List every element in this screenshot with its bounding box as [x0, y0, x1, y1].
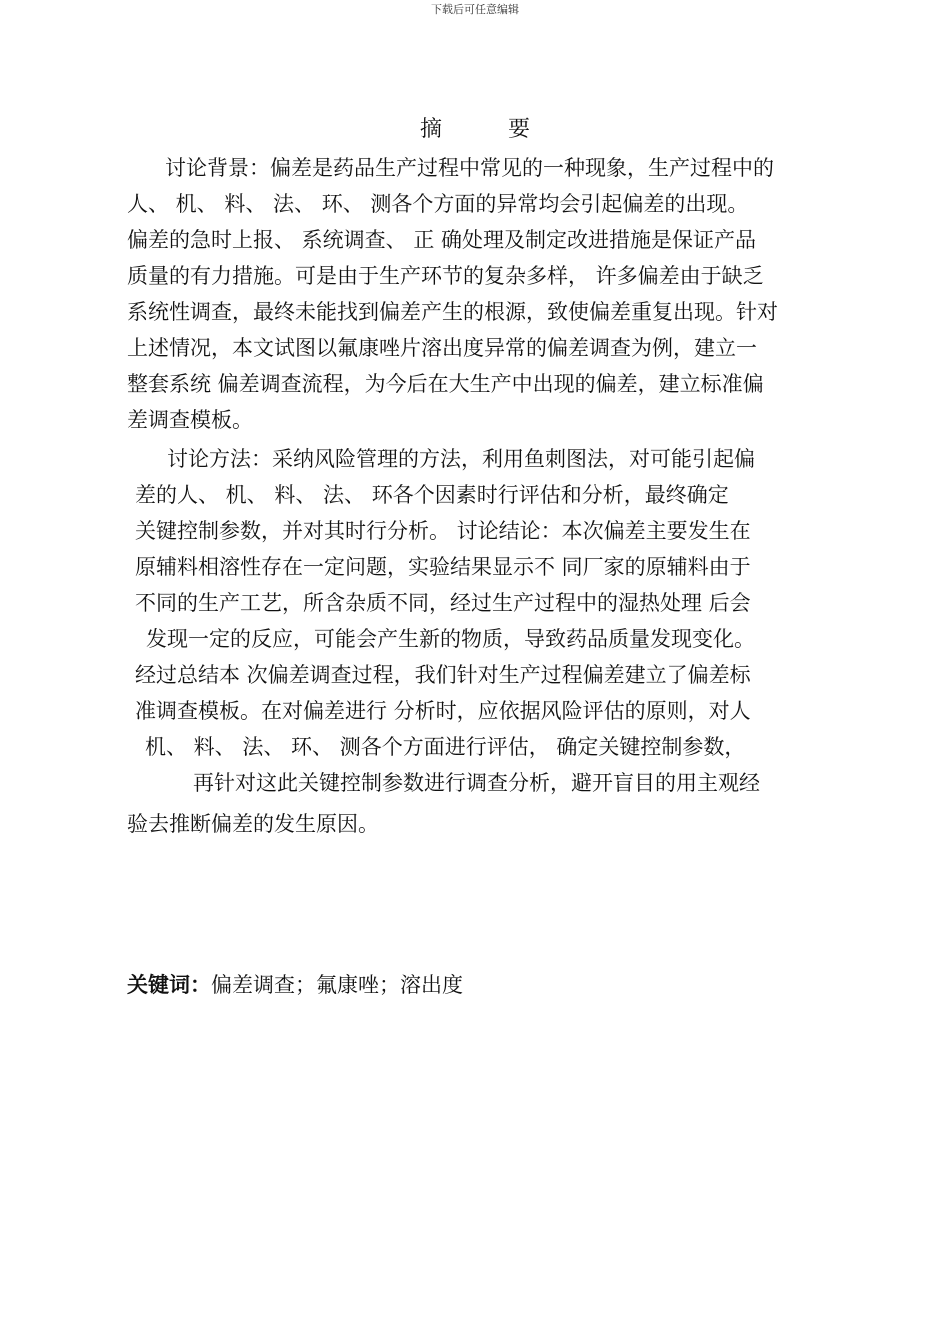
abstract-title-char-1: 摘 — [419, 117, 442, 142]
abstract-line-12: 原辅料相溶性存在一定问题，实验结果显示不 同厂家的原辅料由于 — [135, 555, 751, 579]
abstract-line-18: 再针对这此关键控制参数进行调查分析，避开盲目的用主观经 — [193, 771, 760, 795]
page-header-note: 下载后可任意编辑 — [431, 3, 519, 16]
keywords-text: 偏差调查；氟康唑；溶出度 — [211, 973, 463, 997]
abstract-line-7: 整套系统 偏差调查流程，为今后在大生产中出现的偏差，建立标准偏 — [127, 372, 764, 396]
abstract-line-16: 准调查模板。在对偏差进行 分析时，应依据风险评估的原则，对人 — [135, 699, 751, 723]
abstract-line-10: 差的人、 机、 料、 法、 环各个因素时行评估和分析，最终确定 — [135, 483, 729, 507]
abstract-line-11: 关键控制参数，并对其时行分析。 讨论结论：本次偏差主要发生在 — [135, 519, 751, 543]
abstract-line-5: 系统性调查，最终未能找到偏差产生的根源，致使偏差重复出现。针对 — [127, 300, 778, 324]
abstract-line-3: 偏差的急时上报、 系统调查、 正 确处理及制定改进措施是保证产品 — [127, 228, 757, 252]
abstract-line-14: 发现一定的反应，可能会产生新的物质，导致药品质量发现变化。 — [146, 627, 755, 651]
abstract-line-15: 经过总结本 次偏差调查过程，我们针对生产过程偏差建立了偏差标 — [135, 663, 751, 687]
abstract-line-4: 质量的有力措施。可是由于生产环节的复杂多样， 许多偏差由于缺乏 — [127, 264, 764, 288]
abstract-line-13: 不同的生产工艺，所含杂质不同，经过生产过程中的湿热处理 后会 — [135, 591, 751, 615]
abstract-title-char-2: 要 — [508, 117, 531, 142]
abstract-line-2: 人、 机、 料、 法、 环、 测各个方面的异常均会引起偏差的出现。 — [127, 192, 749, 216]
abstract-line-17: 机、 料、 法、 环、 测各个方面进行评估， 确定关键控制参数， — [145, 735, 746, 759]
keywords-line — [127, 970, 463, 1000]
abstract-line-19: 验去推断偏差的发生原因。 — [127, 812, 379, 836]
abstract-title — [0, 112, 950, 143]
abstract-line-8: 差调查模板。 — [127, 408, 253, 432]
abstract-line-6: 上述情况，本文试图以氟康唑片溶出度异常的偏差调查为例，建立一 — [127, 336, 757, 360]
abstract-line-9: 讨论方法：采纳风险管理的方法，利用鱼刺图法，对可能引起偏 — [167, 447, 755, 471]
abstract-line-1: 讨论背景：偏差是药品生产过程中常见的一种现象，生产过程中的 — [165, 156, 774, 180]
keywords-label: 关键词： — [127, 973, 211, 997]
